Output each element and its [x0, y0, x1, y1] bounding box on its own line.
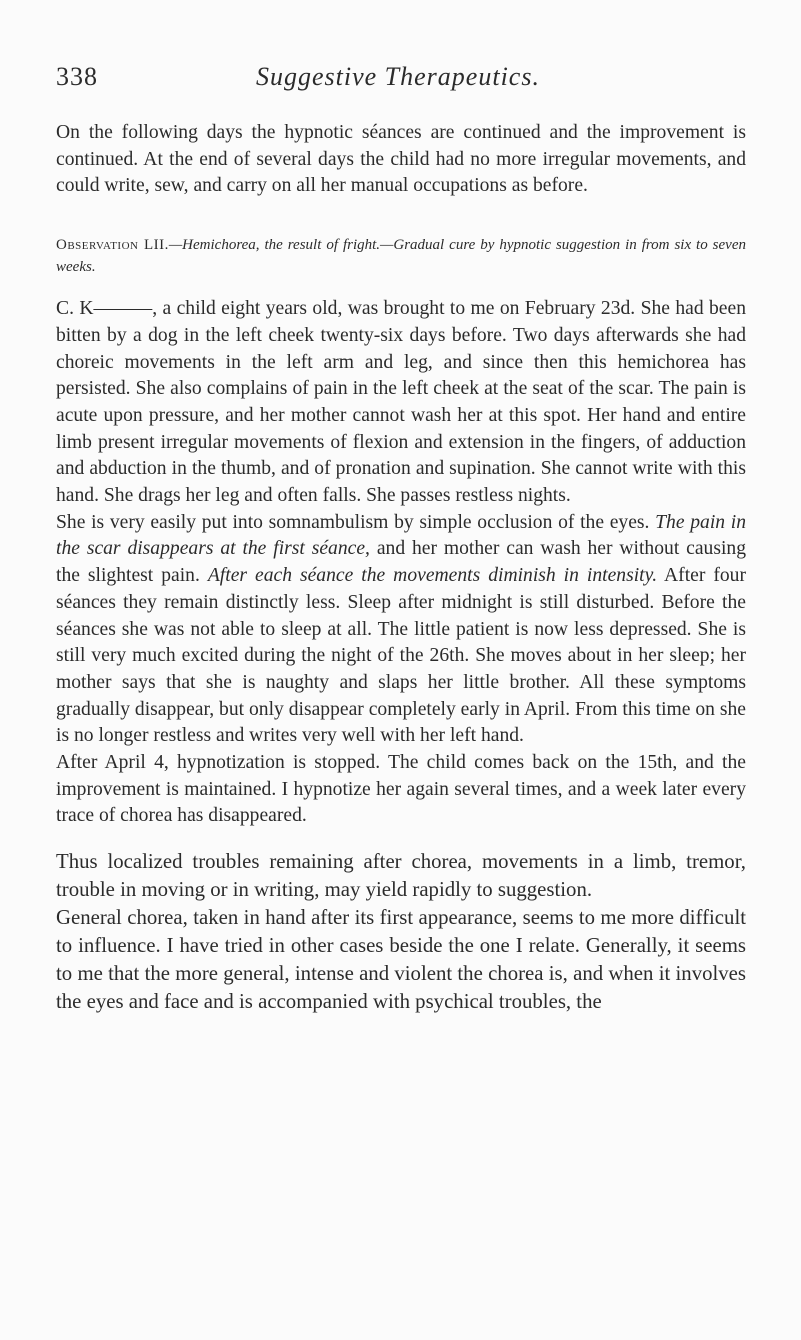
running-head: Suggestive Therapeutics.: [256, 62, 540, 91]
case-paragraph-3: After April 4, hypnotization is stopped. The child comes back on the 15th, and the improvement is maintained. I hypnotize her again several times, and a week later every trace of chorea has disappeared.: [56, 752, 746, 827]
observation-heading: [56, 234, 746, 278]
closing-paragraph-2: General chorea, taken in hand after its first appearance, seems to me more difficult to influence. I have tried in other cases beside the one I relate. Generally, it seems to me that the more general, intense and violent the chorea is, and when it involves the eyes and face and is accompanied with psychical troubles, the: [56, 906, 746, 1014]
case-p2-italic-2: After each séance the movements diminish in intensity.: [207, 565, 658, 587]
case-p2-italic-1: The pain in the scar disappears at the first séance,: [56, 511, 747, 560]
case-paragraph-2: [56, 510, 746, 750]
book-page: [56, 62, 746, 1016]
page-header: [56, 62, 746, 102]
case-paragraph-1: C. K———, a child eight years old, was brought to me on February 23d. She had been bitten by a dog in the left cheek twenty-six days before. Two days afterwards she had choreic movements in the left arm and leg, and since then this hemichorea has persisted. She also complains of pain in the left cheek at the seat of the scar. The pain is acute upon pressure, and her mother cannot wash her at this spot. Her hand and entire limb present irregular movements of flexion and extension in the fingers, of adduction and abduction in the thumb, and of pronation and supination. She cannot write with this hand. She drags her leg and often falls. She passes restless nights.: [56, 298, 746, 507]
closing-paragraph-1: Thus localized troubles remaining after chorea, movements in a limb, tremor, trouble in moving or in writing, may yield rapidly to suggestion.: [56, 850, 746, 902]
closing-section: [56, 848, 746, 1016]
case-p2-end: After four séances they remain distinctly less. Sleep after midnight is still disturbed. Before the séances she was not able to sleep at all. The little patient is now less depressed. She is still very much excited during the night of the 26th. She moves about in her sleep; her mother says that she is naughty and slaps her little brother. All these symptoms gradually disappear, but only disappear completely early in April. From this time on she is no longer restless and writes very well with her left hand.: [56, 565, 746, 747]
observation-label: Observation LII.: [56, 237, 169, 254]
observation-title: —Hemichorea, the result of fright.—Gradual cure by hypnotic suggestion in from six to seven weeks.: [56, 237, 746, 276]
page-number: 338: [56, 62, 98, 91]
case-p2-start: She is very easily put into somnambulism by simple occlusion of the eyes.: [56, 511, 650, 533]
case-p2-mid: and her mother can wash her without causing the slightest pain.: [56, 538, 746, 587]
paragraph-continuation: On the following days the hypnotic séances are continued and the improvement is continued. At the end of several days the child had no more irregular movements, and could write, sew, and carry on all her manual occupations as before.: [56, 122, 746, 197]
